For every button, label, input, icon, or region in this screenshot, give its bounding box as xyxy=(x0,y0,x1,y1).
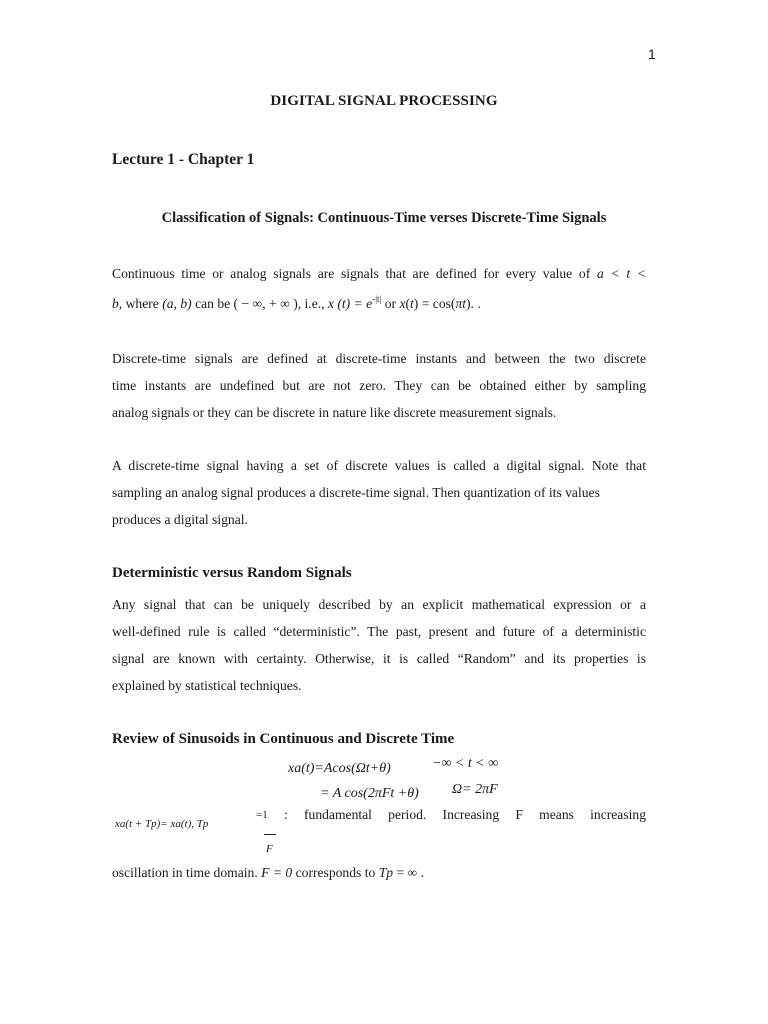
lecture-heading: Lecture 1 - Chapter 1 xyxy=(112,151,255,168)
paragraph-analog-line-1: Continuous time or analog signals are signals that are defined for every value of a < t < xyxy=(112,266,646,281)
paragraph-discrete-line-3: analog signals or they can be discrete in nature like discrete measurement signals. xyxy=(112,405,557,420)
equation-sinusoid-line-2: = A cos(2πFt +θ) xyxy=(320,786,419,801)
fundamental-period-text: : fundamental period. Increasing F means increasing xyxy=(284,807,646,822)
equation-time-range: −∞ < t < ∞ xyxy=(432,756,499,771)
equation-fraction-bar xyxy=(264,834,276,835)
paragraph-deterministic-line-2: well-defined rule is called “deterministic”. The past, present and future of a deterministic xyxy=(112,624,646,639)
section-heading-classification: Classification of Signals: Continuous-Time verses Discrete-Time Signals xyxy=(161,210,607,226)
paragraph-deterministic-line-3: signal are known with certainty. Otherwise, it is called “Random” and its properties is xyxy=(112,651,646,666)
paragraph-discrete-line-1: Discrete-time signals are defined at discrete-time instants and between the two discrete xyxy=(112,351,646,366)
paragraph-deterministic-line-1: Any signal that can be uniquely described by an explicit mathematical expression or a xyxy=(112,597,646,612)
equation-omega-relation: Ω= 2πF xyxy=(452,782,498,797)
equation-period-numerator: =1 xyxy=(256,809,268,821)
equation-periodicity: xa(t + Tp)= xa(t), Tp xyxy=(115,818,209,830)
paragraph-digital-line-2: sampling an analog signal produces a discrete-time signal. Then quantization of its values xyxy=(112,485,600,500)
section-heading-deterministic: Deterministic versus Random Signals xyxy=(112,565,352,581)
equation-sinusoid-line-1: xa(t)=Acos(Ωt+θ) xyxy=(288,761,391,776)
paragraph-oscillation: oscillation in time domain. F = 0 corresponds to Tp = ∞ . xyxy=(112,865,424,880)
paragraph-discrete-line-2: time instants are undefined but are not zero. They can be obtained either by sampling xyxy=(112,378,646,393)
document-title: DIGITAL SIGNAL PROCESSING xyxy=(270,93,498,109)
paragraph-analog-line-2: b, where (a, b) can be ( − ∞, + ∞ ), i.e., x $(t) = e^{-|t|}$ or x(t) = cos(πt). . xyxy=(112,294,481,311)
paragraph-deterministic-line-4: explained by statistical techniques. xyxy=(112,678,302,693)
page-number: 1 xyxy=(648,46,656,62)
paragraph-digital-line-3: produces a digital signal. xyxy=(112,512,248,527)
equation-period-denominator: F xyxy=(266,843,273,855)
section-heading-sinusoids: Review of Sinusoids in Continuous and Discrete Time xyxy=(112,731,455,747)
paragraph-digital-line-1: A discrete-time signal having a set of discrete values is called a digital signal. Note that xyxy=(112,458,646,473)
